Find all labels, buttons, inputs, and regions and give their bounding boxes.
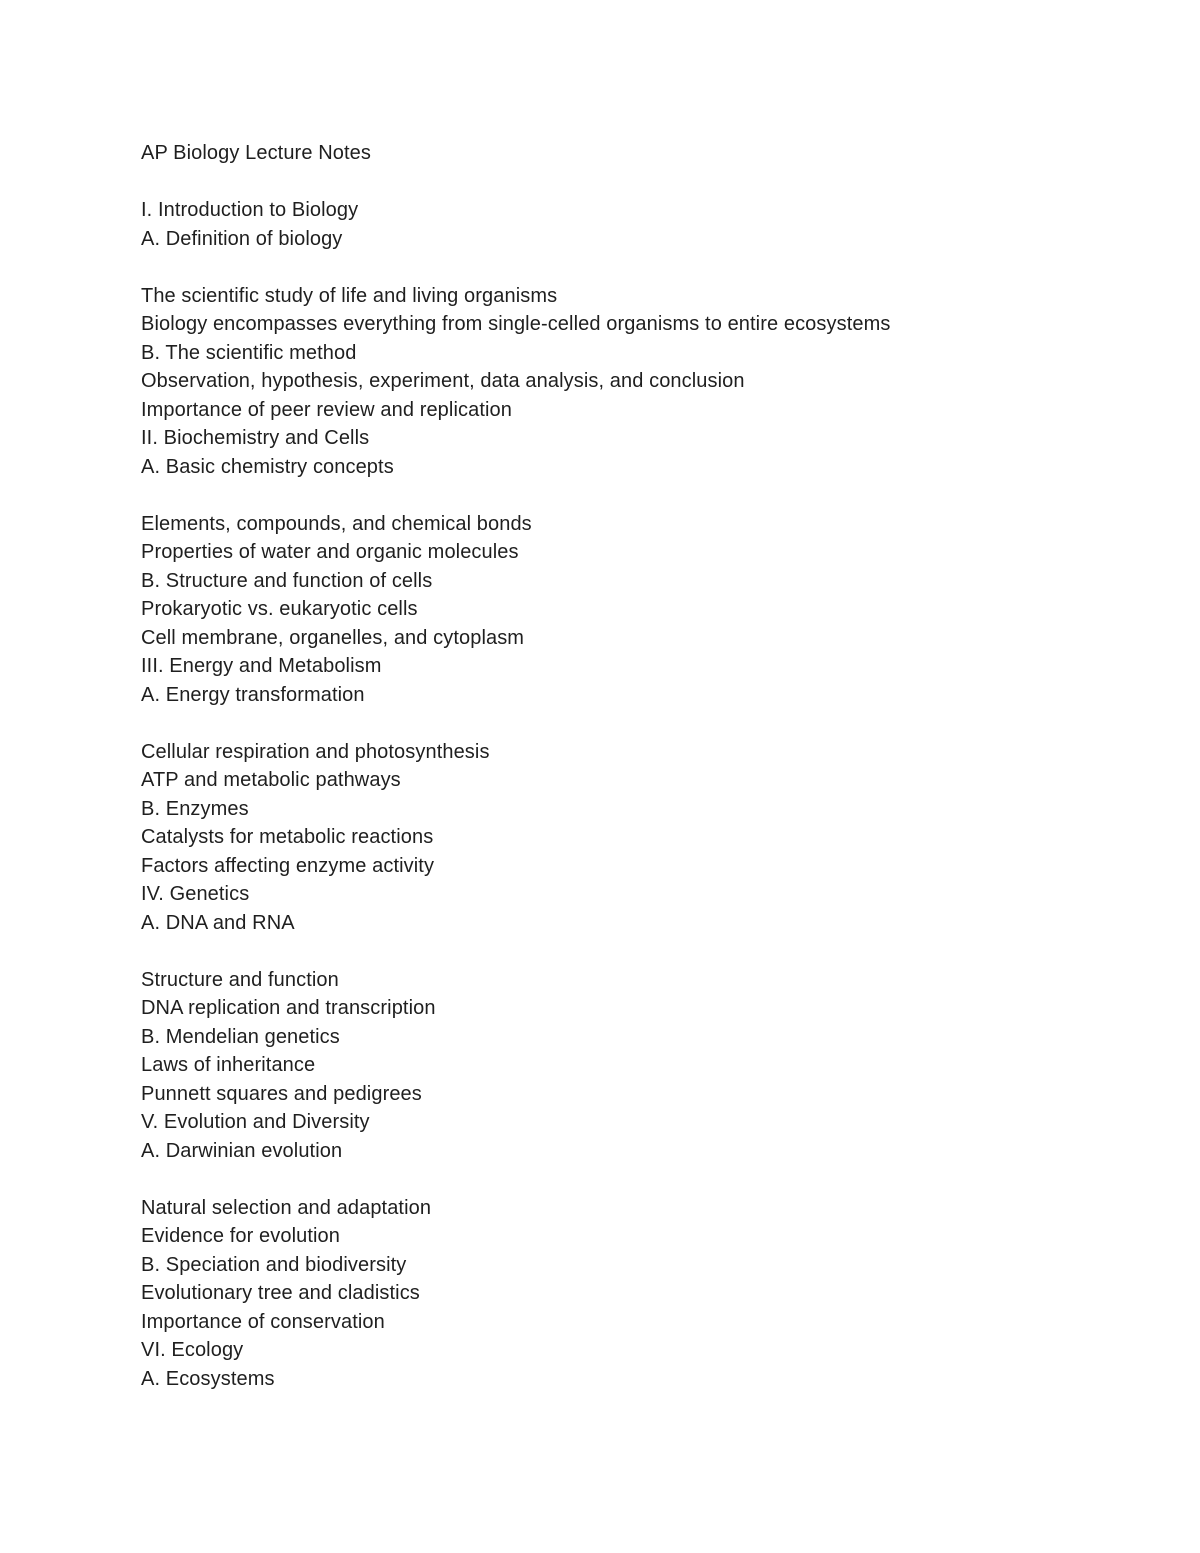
section-heading: II. Biochemistry and Cells xyxy=(141,427,370,449)
outline-point: Evolutionary tree and cladistics xyxy=(141,1282,420,1304)
subsection-heading: A. Definition of biology xyxy=(141,227,343,250)
outline-point: Natural selection and adaptation xyxy=(141,1196,432,1219)
section-heading: V. Evolution and Diversity xyxy=(141,1111,370,1133)
outline-point: Importance of conservation xyxy=(141,1310,385,1333)
outline-point: DNA replication and transcription xyxy=(141,997,436,1019)
outline-point: Cellular respiration and photosynthesis xyxy=(141,740,490,763)
outline-point: Evidence for evolution xyxy=(141,1225,340,1247)
subsection-heading: A. Basic chemistry concepts xyxy=(141,455,394,478)
outline-point: Factors affecting enzyme activity xyxy=(141,854,435,877)
blank-line xyxy=(141,481,1141,510)
outline-point: Observation, hypothesis, experiment, data analysis, and conclusion xyxy=(141,370,745,392)
subsection-heading: A. Ecosystems xyxy=(141,1367,275,1390)
blank-line xyxy=(141,168,1141,197)
outline-point: Prokaryotic vs. eukaryotic cells xyxy=(141,598,418,620)
section-heading: I. Introduction to Biology xyxy=(141,199,359,221)
section-heading: IV. Genetics xyxy=(141,883,250,905)
outline-point: Structure and function xyxy=(141,968,339,991)
document-title: AP Biology Lecture Notes xyxy=(141,142,371,164)
subsection-heading: B. The scientific method xyxy=(141,341,357,364)
blank-line xyxy=(141,937,1141,966)
subsection-heading: B. Mendelian genetics xyxy=(141,1025,340,1048)
outline-point: Importance of peer review and replication xyxy=(141,398,512,421)
section-heading: VI. Ecology xyxy=(141,1339,244,1361)
subsection-heading: A. Energy transformation xyxy=(141,683,365,706)
subsection-heading: B. Structure and function of cells xyxy=(141,569,433,592)
blank-line xyxy=(141,709,1141,738)
subsection-heading: B. Speciation and biodiversity xyxy=(141,1253,407,1276)
subsection-heading: B. Enzymes xyxy=(141,797,249,820)
section-heading: III. Energy and Metabolism xyxy=(141,655,382,677)
blank-line xyxy=(141,1165,1141,1194)
outline-point: Properties of water and organic molecules xyxy=(141,541,519,563)
subsection-heading: A. Darwinian evolution xyxy=(141,1139,343,1162)
subsection-heading: A. DNA and RNA xyxy=(141,911,295,934)
outline-point: Laws of inheritance xyxy=(141,1054,316,1076)
blank-line xyxy=(141,253,1141,282)
outline-point: Punnett squares and pedigrees xyxy=(141,1082,422,1105)
outline-point: The scientific study of life and living organisms xyxy=(141,284,558,307)
document-body xyxy=(141,139,1141,1393)
outline-point: Elements, compounds, and chemical bonds xyxy=(141,512,532,535)
outline-point: Biology encompasses everything from single-celled organisms to entire ecosystems xyxy=(141,313,891,335)
outline-point: ATP and metabolic pathways xyxy=(141,769,401,791)
outline-point: Catalysts for metabolic reactions xyxy=(141,826,434,848)
outline-point: Cell membrane, organelles, and cytoplasm xyxy=(141,626,525,649)
